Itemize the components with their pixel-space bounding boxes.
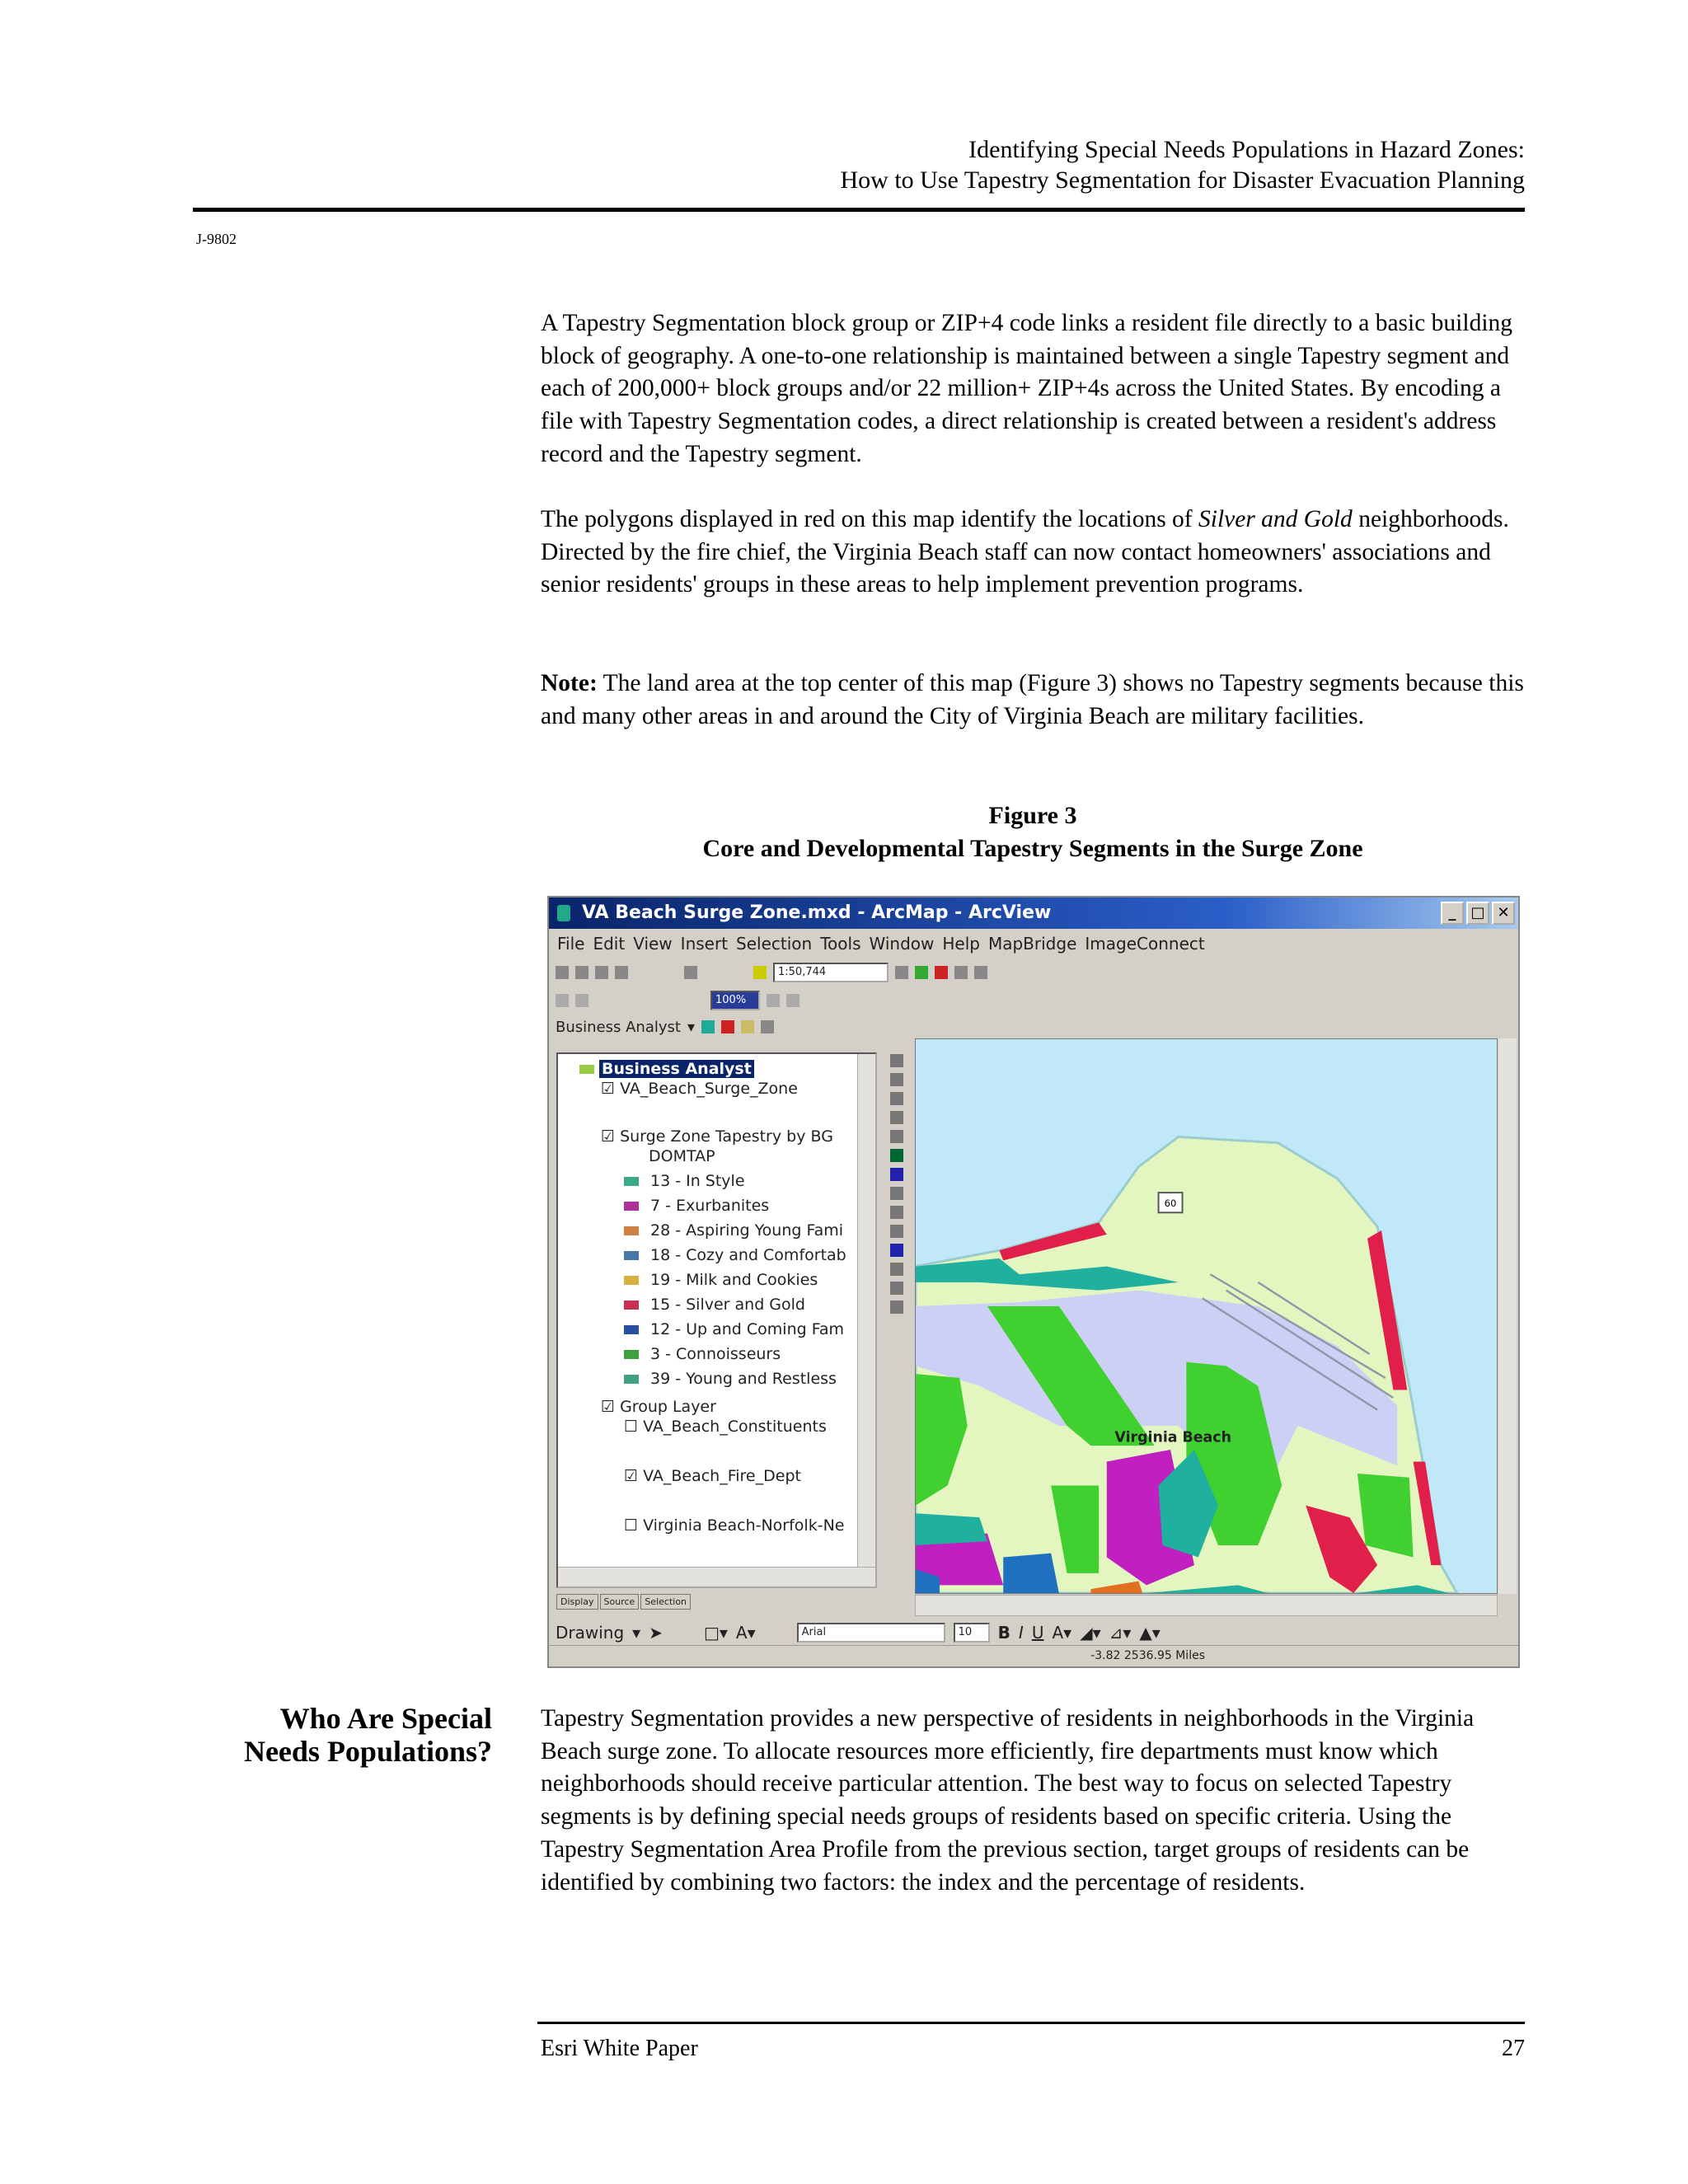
legend-item — [624, 1196, 769, 1216]
tab-display[interactable]: Display — [556, 1594, 598, 1610]
close-icon[interactable]: ✕ — [1492, 902, 1515, 925]
chevron-down-icon: ▾ — [632, 1623, 641, 1643]
business-analyst-menu[interactable]: Business Analyst — [556, 1018, 681, 1036]
add-data-icon[interactable] — [753, 966, 767, 979]
layer-label: Virginia Beach-Norfolk-Ne — [643, 1516, 845, 1535]
undo-icon[interactable] — [684, 966, 697, 979]
zoom-out-icon[interactable] — [890, 1073, 903, 1086]
segment-area-blue — [1003, 1554, 1059, 1593]
minimize-icon[interactable]: _ — [1441, 902, 1464, 925]
menu-tools[interactable]: Tools — [820, 934, 861, 954]
figure-caption — [541, 799, 1525, 865]
legend-item — [624, 1270, 818, 1290]
paragraph-2 — [541, 504, 1530, 602]
arctoolbox-icon[interactable] — [915, 966, 928, 979]
legend-swatch — [624, 1301, 639, 1310]
zoom-out-icon[interactable] — [575, 994, 588, 1007]
toc-layer[interactable]: ☐ Virginia Beach-Norfolk-Ne — [624, 1516, 845, 1535]
menu-mapbridge[interactable]: MapBridge — [987, 934, 1077, 954]
legend-label: 39 - Young and Restless — [650, 1370, 837, 1388]
select-icon[interactable] — [890, 1206, 903, 1219]
window-title: VA Beach Surge Zone.mxd - ArcMap - ArcView — [582, 902, 1052, 923]
arcmap-screenshot — [547, 896, 1520, 1668]
fill-color-icon[interactable]: ◢▾ — [1080, 1623, 1101, 1643]
legend-item — [624, 1369, 837, 1389]
legend-swatch — [624, 1350, 639, 1359]
page-icon[interactable] — [786, 994, 799, 1007]
status-bar — [549, 1645, 1518, 1666]
menu-insert[interactable]: Insert — [680, 934, 729, 954]
full-extent-icon[interactable] — [890, 1149, 903, 1162]
line-color-icon[interactable]: ⊿▾ — [1109, 1623, 1132, 1643]
toc-field: DOMTAP — [649, 1147, 715, 1165]
arcmap-icon — [557, 905, 570, 921]
menu-file[interactable]: File — [557, 934, 585, 954]
marker-color-icon[interactable]: ▲▾ — [1139, 1623, 1160, 1643]
legend-label: 19 - Milk and Cookies — [650, 1271, 818, 1289]
menu-edit[interactable]: Edit — [593, 934, 626, 954]
font-size-combo[interactable]: 10 — [954, 1623, 990, 1643]
shield-label: 60 — [1164, 1197, 1177, 1210]
section-heading — [244, 1702, 492, 1768]
zoom-in-icon[interactable] — [556, 994, 569, 1007]
heading-line-1: Who Are Special — [279, 1702, 492, 1735]
toc-root[interactable] — [579, 1059, 754, 1079]
toc-layer[interactable]: ☑ Surge Zone Tapestry by BG — [601, 1127, 833, 1146]
legend-item — [624, 1295, 805, 1315]
layout-toolbar — [556, 988, 799, 1013]
page-icon[interactable] — [767, 994, 780, 1007]
layer-icon[interactable] — [741, 1020, 754, 1033]
running-header — [840, 134, 1525, 195]
legend-item — [624, 1171, 745, 1191]
legend-swatch — [624, 1177, 639, 1186]
coordinate-readout: -3.82 2536.95 Miles — [1090, 1649, 1205, 1662]
legend-label: 18 - Cozy and Comfortab — [650, 1246, 846, 1264]
window-icon[interactable] — [954, 966, 968, 979]
legend-swatch — [624, 1226, 639, 1235]
legend-label: 7 - Exurbanites — [650, 1197, 770, 1215]
page-number: 27 — [1502, 2036, 1525, 2061]
select-pointer-icon[interactable]: ➤ — [649, 1623, 663, 1643]
legend-item — [624, 1344, 781, 1364]
menu-window[interactable]: Window — [869, 934, 935, 954]
bold-icon[interactable]: B — [997, 1623, 1010, 1643]
legend-swatch — [624, 1251, 639, 1260]
toc-horizontal-scrollbar[interactable] — [558, 1567, 875, 1586]
wizard-icon[interactable] — [701, 1020, 715, 1033]
footer-rule — [537, 2022, 1525, 2024]
text: The polygons displayed in red on this map identify the locations of — [541, 506, 1198, 532]
open-icon[interactable] — [575, 966, 588, 979]
font-color-icon[interactable]: A▾ — [1052, 1623, 1072, 1643]
map-canvas — [916, 1039, 1497, 1593]
document-code: J-9802 — [196, 231, 237, 247]
zoom-percent-combo[interactable]: 100% — [710, 991, 760, 1010]
legend-label: 3 - Connoisseurs — [650, 1345, 781, 1363]
pan-icon[interactable] — [890, 1130, 903, 1143]
paragraph-1: A Tapestry Segmentation block group or ZIP+4 code links a resident file directly to a basic building block of geography. A one-to-one relationship is maintained between a single Tapestry segment and each of 200,000+ block groups and/or 22 million+ ZIP+4s across the United States. By encoding a file with Tapestry Segmentation codes, a direct relationship is created between a resident's address record and the Tapestry segment. — [541, 310, 1513, 467]
map-view[interactable] — [915, 1038, 1498, 1594]
legend-label: 12 - Up and Coming Fam — [650, 1320, 845, 1338]
footer-title: Esri White Paper — [541, 2036, 698, 2061]
toc-layer[interactable]: ☑ VA_Beach_Surge_Zone — [601, 1080, 798, 1098]
legend-item — [624, 1221, 843, 1240]
editor-icon[interactable] — [895, 966, 908, 979]
fixed-zoom-icon[interactable] — [890, 1092, 903, 1105]
layer-label: VA_Beach_Constituents — [643, 1418, 827, 1436]
toc-vertical-scrollbar[interactable] — [857, 1054, 875, 1567]
font-combo[interactable]: Arial — [797, 1623, 945, 1643]
tools-toolbar — [883, 1054, 911, 1532]
legend-item — [624, 1245, 846, 1265]
title-bar — [549, 898, 1518, 929]
rectangle-icon[interactable]: □▾ — [703, 1623, 728, 1643]
toc-tabs — [556, 1594, 691, 1610]
back-icon[interactable] — [890, 1168, 903, 1181]
layer-label: Group Layer — [620, 1398, 716, 1416]
identify-icon[interactable] — [890, 1244, 903, 1257]
paragraph-note — [541, 668, 1530, 733]
map-horizontal-scrollbar[interactable] — [915, 1595, 1498, 1616]
figure-number: Figure 3 — [988, 802, 1077, 829]
find-icon[interactable] — [890, 1263, 903, 1276]
text: The land area at the top center of this map (Figure 3) shows no Tapestry segments because this and many other areas in and around the City of Virginia Beach are military facilities. — [541, 670, 1524, 729]
menu-selection[interactable]: Selection — [736, 934, 813, 954]
maximize-icon[interactable]: □ — [1466, 902, 1489, 925]
city-label: Virginia Beach — [1114, 1429, 1231, 1446]
header-rule — [193, 208, 1525, 212]
segment-name: Silver and Gold — [1198, 506, 1353, 532]
forward-icon[interactable] — [890, 1187, 903, 1200]
table-of-contents — [556, 1052, 877, 1588]
tab-source[interactable]: Source — [600, 1594, 640, 1610]
new-icon[interactable] — [556, 966, 569, 979]
toc-group[interactable]: ☑ Group Layer — [601, 1398, 716, 1416]
map-vertical-scrollbar[interactable] — [1498, 1038, 1517, 1594]
underline-icon[interactable]: U — [1031, 1623, 1044, 1643]
menu-imageconnect[interactable]: ImageConnect — [1085, 934, 1205, 954]
legend-swatch — [624, 1202, 639, 1211]
heading-line-2: Needs Populations? — [243, 1735, 492, 1768]
legend-swatch — [624, 1276, 639, 1285]
menu-bar — [557, 934, 1205, 954]
note-label: Note: — [541, 670, 598, 696]
legend-swatch — [624, 1375, 639, 1384]
text: neighborhoods. Directed by the fire chief, the Virginia Beach staff can now contact homeowners' associations and senior residents' groups in these areas to help implement prevention programs. — [541, 506, 1509, 598]
legend-item — [624, 1319, 844, 1339]
business-analyst-toolbar — [556, 1015, 774, 1039]
legend-swatch — [624, 1325, 639, 1334]
model-icon[interactable] — [935, 966, 948, 979]
italic-icon[interactable]: I — [1018, 1623, 1024, 1643]
table-icon[interactable] — [761, 1020, 774, 1033]
header-line-2: How to Use Tapestry Segmentation for Disaster Evacuation Planning — [840, 166, 1525, 194]
layer-label: Surge Zone Tapestry by BG — [620, 1127, 833, 1146]
print-icon[interactable] — [615, 966, 628, 979]
select-elements-icon[interactable] — [890, 1225, 903, 1238]
menu-help[interactable]: Help — [942, 934, 980, 954]
toc-root-label: Business Analyst — [599, 1060, 754, 1078]
fixed-zoom-out-icon[interactable] — [890, 1111, 903, 1124]
drawing-menu[interactable]: Drawing — [556, 1623, 625, 1643]
paragraph-4: Tapestry Segmentation provides a new perspective of residents in neighborhoods in the Virginia Beach surge zone. To allocate resources more efficiently, fire departments must know which neighborhoods should receive particular attention. The best way to focus on selected Tapestry segments is by defining special needs groups of residents based on specific criteria. Using the Tapestry Segmentation Area Profile from the previous section, target groups of residents can be identified by combining two factors: the index and the percentage of residents. — [541, 1705, 1475, 1896]
drawing-toolbar — [556, 1619, 1160, 1646]
layer-label: VA_Beach_Fire_Dept — [643, 1467, 801, 1485]
legend-label: 15 - Silver and Gold — [650, 1296, 805, 1314]
chevron-down-icon: ▾ — [687, 1018, 695, 1036]
tab-selection[interactable]: Selection — [640, 1594, 691, 1610]
layers-icon — [579, 1065, 594, 1074]
layer-label: VA_Beach_Surge_Zone — [620, 1080, 798, 1098]
scale-combo[interactable]: 1:50,744 — [773, 963, 889, 982]
measure-icon[interactable] — [890, 1282, 903, 1295]
report-icon[interactable] — [721, 1020, 734, 1033]
save-icon[interactable] — [595, 966, 608, 979]
toc-layer[interactable]: ☑ VA_Beach_Fire_Dept — [624, 1467, 801, 1485]
text-icon[interactable]: A▾ — [735, 1623, 756, 1643]
help-icon[interactable] — [974, 966, 987, 979]
legend-label: 28 - Aspiring Young Fami — [650, 1221, 844, 1240]
figure-title: Core and Developmental Tapestry Segments in the Surge Zone — [702, 835, 1363, 862]
hyperlink-icon[interactable] — [890, 1301, 903, 1314]
toc-layer[interactable]: ☐ VA_Beach_Constituents — [624, 1418, 827, 1436]
header-line-1: Identifying Special Needs Populations in Hazard Zones: — [968, 136, 1525, 163]
segment-area-teal — [916, 1513, 987, 1545]
zoom-in-icon[interactable] — [890, 1054, 903, 1067]
menu-view[interactable]: View — [633, 934, 673, 954]
segment-area-green — [1357, 1474, 1414, 1558]
standard-toolbar — [556, 960, 987, 985]
legend-label: 13 - In Style — [650, 1172, 745, 1190]
